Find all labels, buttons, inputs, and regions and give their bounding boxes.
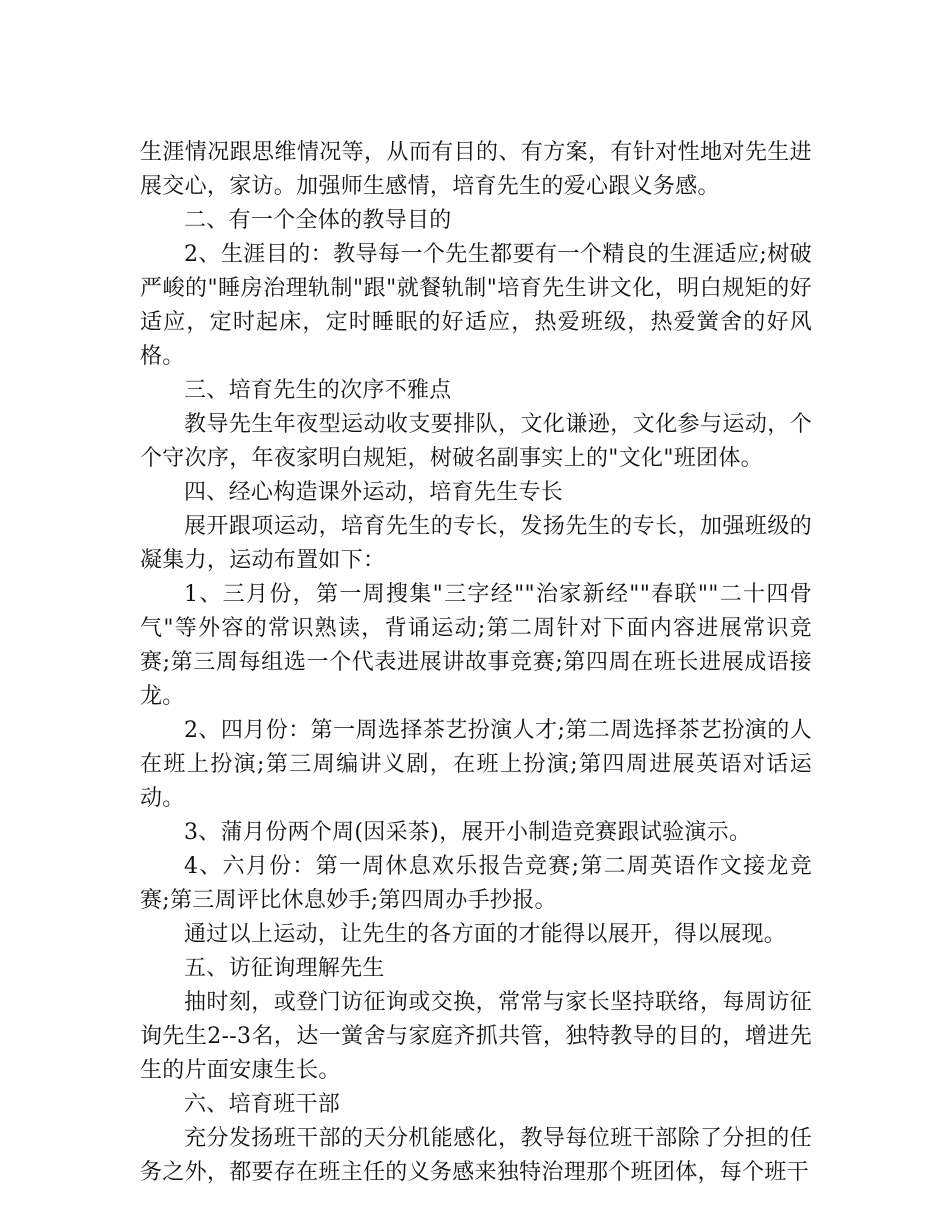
paragraph-class-cadres: 充分发扬班干部的天分机能感化，教导每位班干部除了分担的任务之外，都要存在班主任的义务感来独特治理那个班团体，每个班干 [140, 1126, 812, 1185]
section-heading-6: 六、培育班干部 [184, 1092, 341, 1117]
paragraph-april: 2、四月份：第一周选择茶艺扮演人才;第二周选择茶艺扮演的人在班上扮演;第三周编讲义剧，在班上扮演;第四周进展英语对话运动。 [140, 718, 812, 811]
paragraph-home-visits: 抽时刻，或登门访征询或交换，常常与家长坚持联络，每周访征询先生2--3名，达一黉舍与家庭齐抓共管，独特教导的目的，增进先生的片面安康生长。 [140, 990, 812, 1083]
paragraph-life-goal: 2、生涯目的：教导每一个先生都要有一个精良的生涯适应;树破严峻的"睡房治理轨制"跟"就餐轨制"培育先生讲文化，明白规矩的好适应，定时起床，定时睡眠的好适应，热爱班级，热爱黉舍的好风格。 [140, 242, 812, 369]
paragraph-may: 3、蒲月份两个周(因采茶)，展开小制造竞赛跟试验演示。 [184, 820, 752, 845]
paragraph-march: 1、三月份，第一周搜集"三字经""治家新经""春联""二十四骨气"等外容的常识熟读，背诵运动;第二周针对下面内容进展常识竞赛;第三周每组选一个代表进展讲故事竞赛;第四周在班长进展成语接龙。 [140, 582, 812, 709]
document-page [140, 136, 812, 1190]
section-heading-3: 三、培育先生的次序不雅点 [184, 378, 452, 403]
paragraph-activities-intro: 展开跟项运动，培育先生的专长，发扬先生的专长，加强班级的凝集力，运动布置如下： [140, 514, 812, 573]
paragraph-summary: 通过以上运动，让先生的各方面的才能得以展开，得以展现。 [184, 922, 787, 947]
section-heading-2: 二、有一个全体的教导目的 [184, 208, 452, 233]
section-heading-5: 五、访征询理解先生 [184, 956, 385, 981]
section-heading-4: 四、经心构造课外运动，培育先生专长 [184, 480, 564, 505]
paragraph-order: 教导先生年夜型运动收支要排队，文化谦逊，文化参与运动，个个守次序，年夜家明白规矩，树破名副事实上的"文化"班团体。 [140, 412, 812, 471]
paragraph-1: 生涯情况跟思维情况等，从而有目的、有方案，有针对性地对先生进展交心，家访。加强师生感情，培育先生的爱心跟义务感。 [140, 140, 812, 199]
paragraph-june: 4、六月份：第一周休息欢乐报告竞赛;第二周英语作文接龙竞赛;第三周评比休息妙手;第四周办手抄报。 [140, 854, 812, 913]
